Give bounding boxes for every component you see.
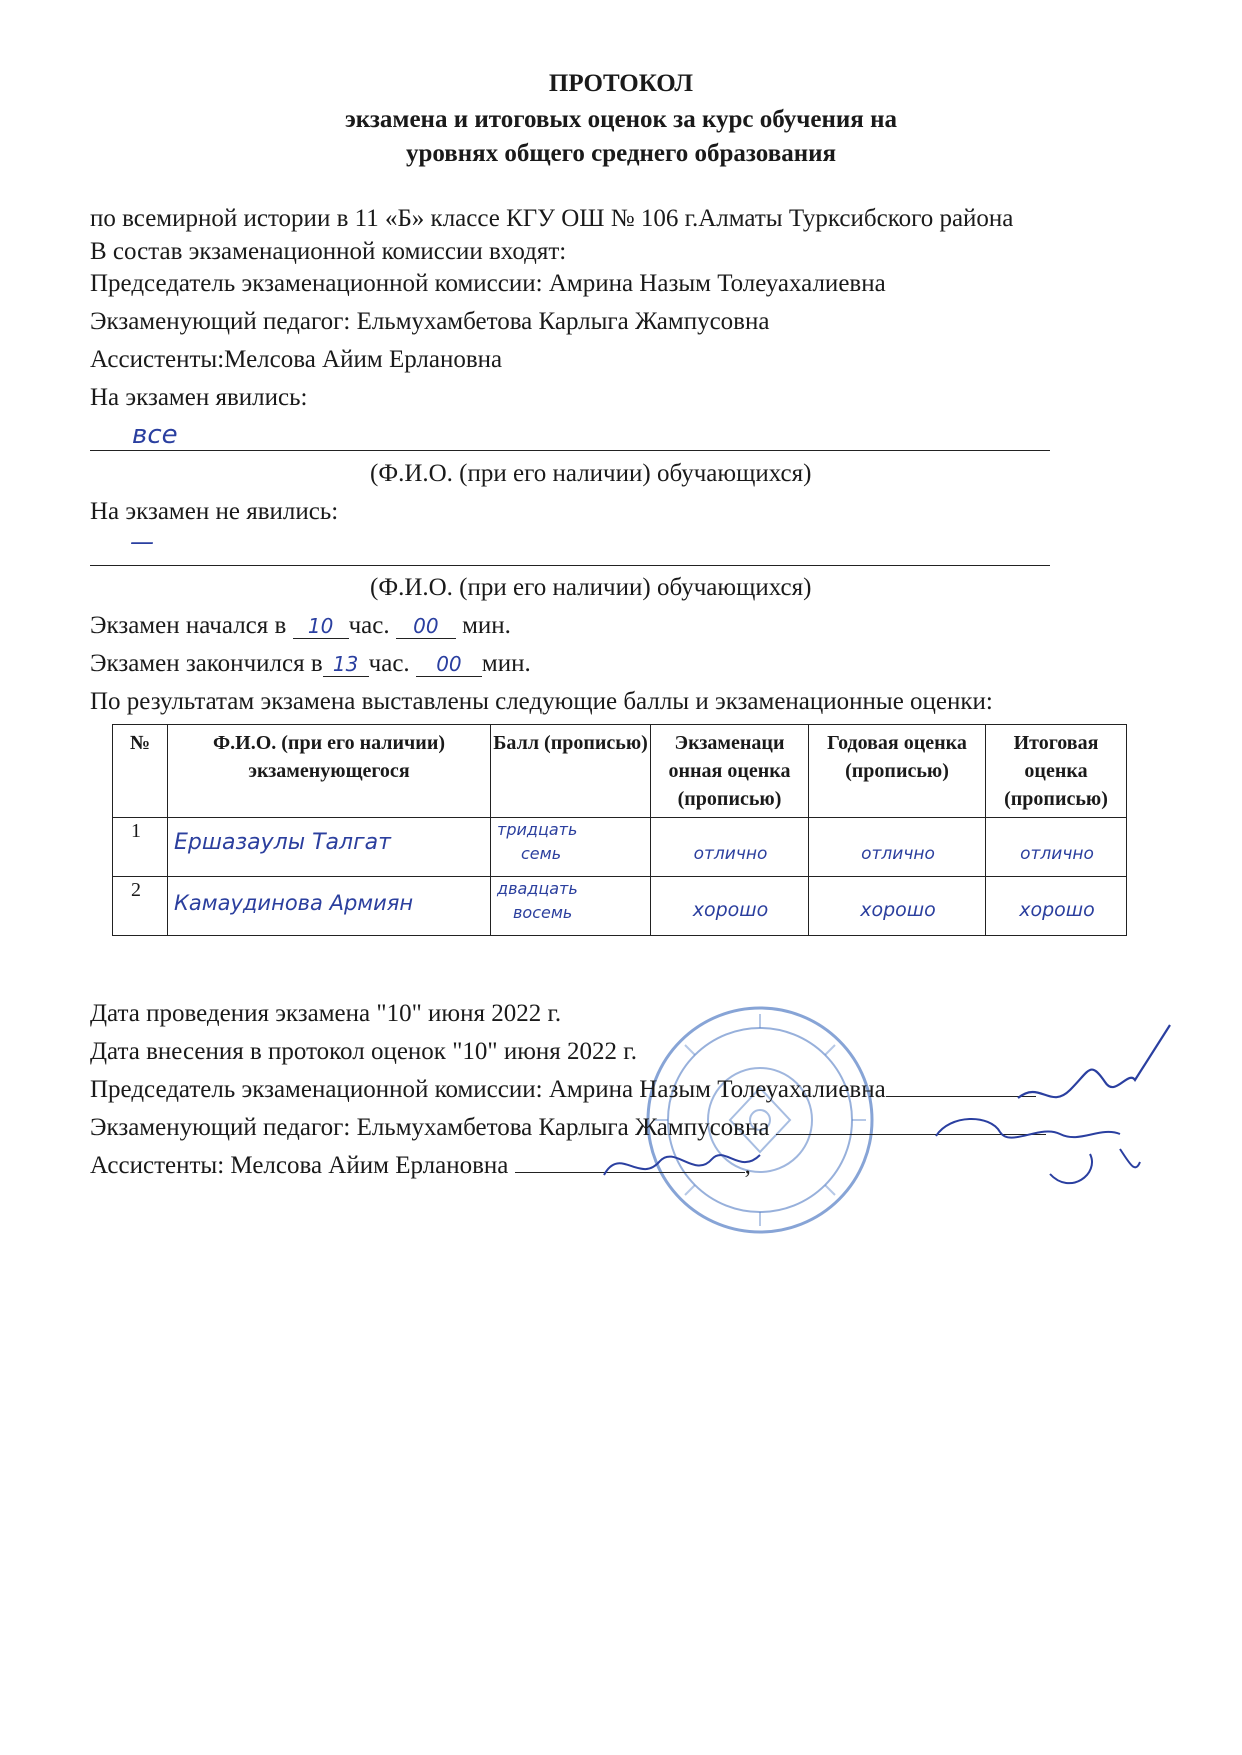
- chair-sign-text: Председатель экзаменационной комиссии: Амрина Назым Толеуахалиевна: [90, 1076, 886, 1103]
- examiner-signature-icon: [930, 1104, 1150, 1199]
- results-intro: По результатам экзамена выставлены следующие баллы и экзаменационные оценки:: [90, 688, 993, 715]
- table-row: [113, 818, 1127, 877]
- student-name-handwritten: Камаудинова Армиян: [174, 891, 414, 915]
- row-number: 2: [113, 877, 168, 936]
- score-handwritten-line2: восемь: [513, 903, 573, 922]
- grades-table: [112, 724, 1127, 936]
- exam-date-line: Дата проведения экзамена "10" июня 2022 г.: [90, 1000, 562, 1027]
- header-final-grade: Итоговая оценка (прописью): [986, 725, 1127, 818]
- header-exam-grade: Экзаменаци онная оценка (прописью): [651, 725, 809, 818]
- score-handwritten-line1: двадцать: [497, 879, 578, 898]
- examiner-line: Экзаменующий педагог: Ельмухамбетова Карлыга Жампусовна: [90, 308, 770, 335]
- end-time-line: [90, 650, 531, 678]
- header-number: №: [113, 725, 168, 818]
- final-grade-handwritten: хорошо: [1019, 899, 1095, 921]
- header-annual-grade: Годовая оценка (прописью): [809, 725, 986, 818]
- annual-grade-cell: [809, 877, 986, 936]
- commission-intro: В состав экзаменационной комиссии входят:: [90, 238, 567, 265]
- final-grade-cell: [986, 818, 1127, 877]
- chair-sign-line: [90, 1076, 1036, 1104]
- subject-line: по всемирной истории в 11 «Б» классе КГУ ОШ № 106 г.Алматы Турксибского района: [90, 205, 1014, 232]
- end-hour-word: час.: [368, 650, 410, 677]
- end-hour-handwritten: 13: [323, 652, 369, 677]
- end-min-word: мин.: [481, 650, 531, 677]
- annual-grade-cell: [809, 818, 986, 877]
- row-number: 1: [113, 818, 168, 877]
- assistants-line: Ассистенты:Мелсова Айим Ерлановна: [90, 346, 503, 373]
- start-hour-handwritten: 10: [293, 614, 349, 639]
- score-handwritten-line1: тридцать: [497, 820, 578, 839]
- score-handwritten-line2: семь: [521, 844, 562, 863]
- score-cell: [491, 818, 651, 877]
- start-min-handwritten: 00: [396, 614, 456, 639]
- annual-grade-handwritten: отлично: [861, 844, 935, 864]
- assistants-sign-text: Ассистенты: Мелсова Айим Ерлановна: [90, 1152, 509, 1179]
- absent-label: На экзамен не явились:: [90, 498, 339, 525]
- annual-grade-handwritten: хорошо: [860, 899, 936, 921]
- start-time-line: [90, 612, 511, 640]
- header-score: Балл (прописью): [491, 725, 651, 818]
- document-subtitle-line1: экзамена и итоговых оценок за курс обучения на: [345, 106, 897, 133]
- score-cell: [491, 877, 651, 936]
- final-grade-handwritten: отлично: [1020, 844, 1094, 864]
- exam-grade-cell: [651, 818, 809, 877]
- student-name-cell: [168, 877, 491, 936]
- start-min-word: мин.: [462, 612, 511, 639]
- exam-grade-handwritten: хорошо: [692, 899, 769, 921]
- end-prefix: Экзамен закончился в: [90, 650, 323, 677]
- chair-line: Председатель экзаменационной комиссии: Амрина Назым Толеуахалиевна: [90, 270, 886, 297]
- exam-grade-handwritten: отлично: [693, 844, 768, 864]
- name-caption-1: (Ф.И.О. (при его наличии) обучающихся): [370, 460, 812, 487]
- document-subtitle-line2: уровнях общего среднего образования: [405, 140, 837, 167]
- present-label: На экзамен явились:: [90, 384, 308, 411]
- record-date-line: Дата внесения в протокол оценок "10" июня 2022 г.: [90, 1038, 637, 1065]
- absent-rule: [90, 565, 1050, 566]
- end-min-handwritten: 00: [416, 652, 482, 677]
- present-rule: [90, 450, 1050, 451]
- name-caption-2: (Ф.И.О. (при его наличии) обучающихся): [370, 574, 812, 601]
- table-header-row: [113, 725, 1127, 818]
- assistants-sign-trail: ,: [744, 1152, 751, 1179]
- document-title: ПРОТОКОЛ: [548, 70, 694, 97]
- start-prefix: Экзамен начался в: [90, 612, 287, 639]
- student-name-cell: [168, 818, 491, 877]
- final-grade-cell: [986, 877, 1127, 936]
- examiner-sign-text: Экзаменующий педагог: Ельмухамбетова Карлыга Жампусовна: [90, 1114, 770, 1141]
- header-student-name: Ф.И.О. (при его наличии) экзаменующегося: [168, 725, 491, 818]
- absent-value-handwritten: —: [130, 528, 154, 556]
- exam-grade-cell: [651, 877, 809, 936]
- examiner-sign-line: [90, 1114, 1046, 1142]
- assistant-signature-icon: [600, 1135, 770, 1195]
- present-value-handwritten: все: [132, 420, 178, 450]
- student-name-handwritten: Ершазаулы Талгат: [174, 830, 391, 855]
- start-hour-word: час.: [348, 612, 390, 639]
- table-row: [113, 877, 1127, 936]
